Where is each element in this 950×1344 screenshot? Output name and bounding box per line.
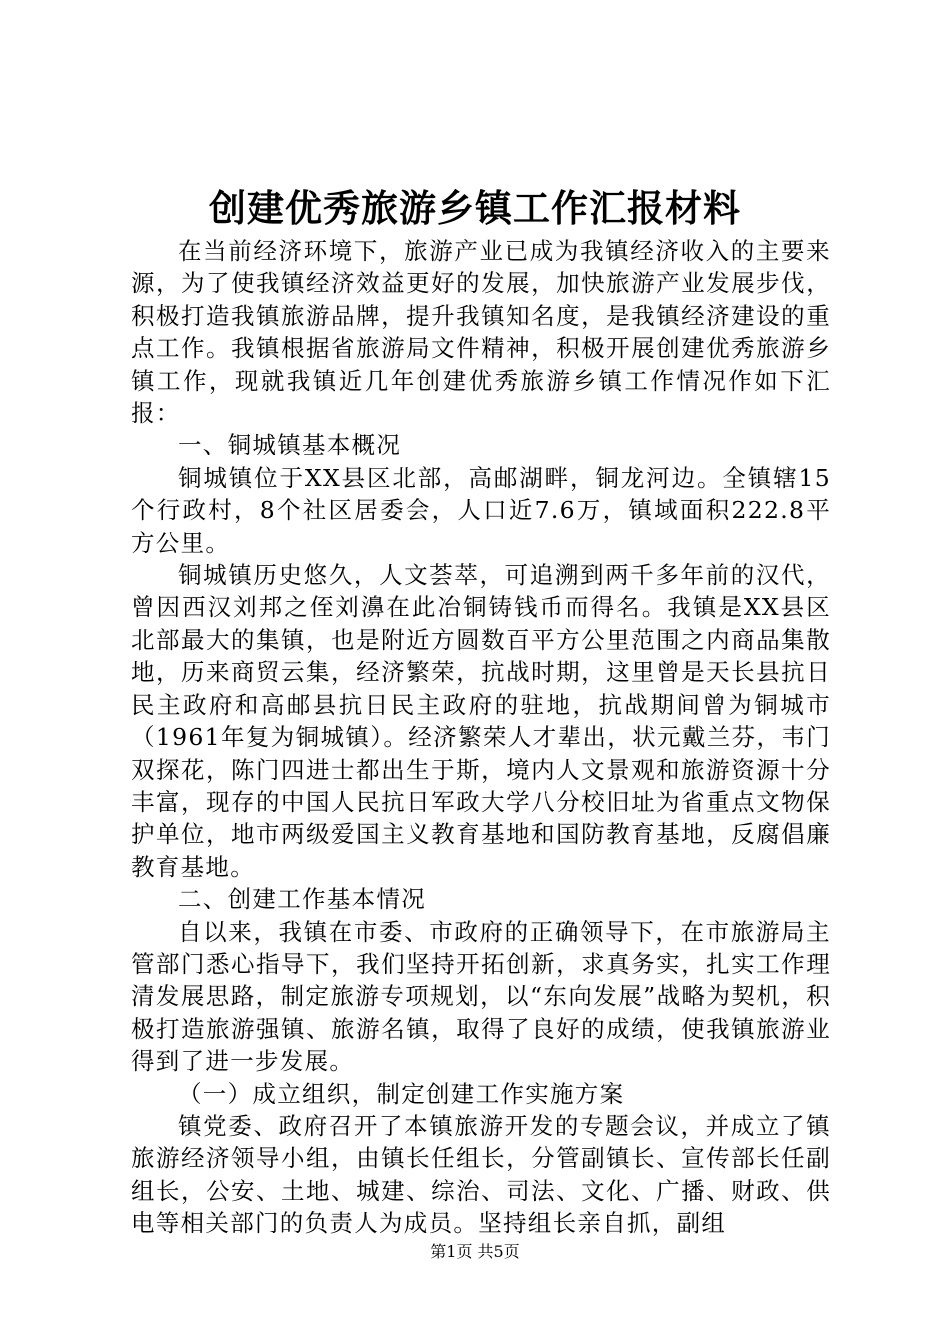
section-heading-overview: 一、铜城镇基本概况: [178, 431, 402, 460]
paragraph-location: 铜城镇位于XX县区北部，高邮湖畔，铜龙河边。全镇辖15个行政村，8个社区居委会，人口近7.6万，镇域面积222.8平方公里。: [131, 463, 831, 557]
paragraph-history: 铜城镇历史悠久，人文荟萃，可追溯到两千多年前的汉代，曾因西汉刘邦之侄刘濞在此冶铜铸钱币而得名。我镇是XX县区北部最大的集镇，也是附近方圆数百平方公里范围之内商品集散地，历来商贸云集，经济繁荣，抗战时期，这里曾是天长县抗日民主政府和高邮县抗日民主政府的驻地，抗战期间曾为铜城市（1961年复为铜城镇）。经济繁荣人才辈出，状元戴兰芬，韦门双探花，陈门四进士都出生于斯，境内人文景观和旅游资源十分丰富，现存的中国人民抗日军政大学八分校旧址为省重点文物保护单位，地市两级爱国主义教育基地和国防教育基地，反腐倡廉教育基地。: [131, 561, 831, 881]
page-footer: 第1页 共5页: [430, 1242, 520, 1261]
paragraph-organization: 镇党委、政府召开了本镇旅游开发的专题会议，并成立了镇旅游经济领导小组，由镇长任组长，分管副镇长、宣传部长任副组长，公安、土地、城建、综治、司法、文化、广播、财政、供电等相关部门的负责人为成员。坚持组长亲自抓，副组: [131, 1111, 831, 1238]
section-heading-work: 二、创建工作基本情况: [178, 885, 426, 914]
paragraph-intro: 在当前经济环境下，旅游产业已成为我镇经济收入的主要来源，为了使我镇经济效益更好的发展，加快旅游产业发展步伐，积极打造我镇旅游品牌，提升我镇知名度，是我镇经济建设的重点工作。我镇根据省旅游局文件精神，积极开展创建优秀旅游乡镇工作，现就我镇近几年创建优秀旅游乡镇工作情况作如下汇报：: [131, 237, 831, 428]
paragraph-work-summary: 自以来，我镇在市委、市政府的正确领导下，在市旅游局主管部门悉心指导下，我们坚持开拓创新，求真务实，扎实工作理清发展思路，制定旅游专项规划，以“东向发展”战略为契机，积极打造旅游强镇、旅游名镇，取得了良好的成绩，使我镇旅游业得到了进一步发展。: [131, 917, 831, 1076]
document-body: [131, 235, 831, 1240]
document-title: 创建优秀旅游乡镇工作汇报材料: [209, 186, 741, 230]
subsection-heading-organization: （一）成立组织，制定创建工作实施方案: [178, 1079, 625, 1108]
